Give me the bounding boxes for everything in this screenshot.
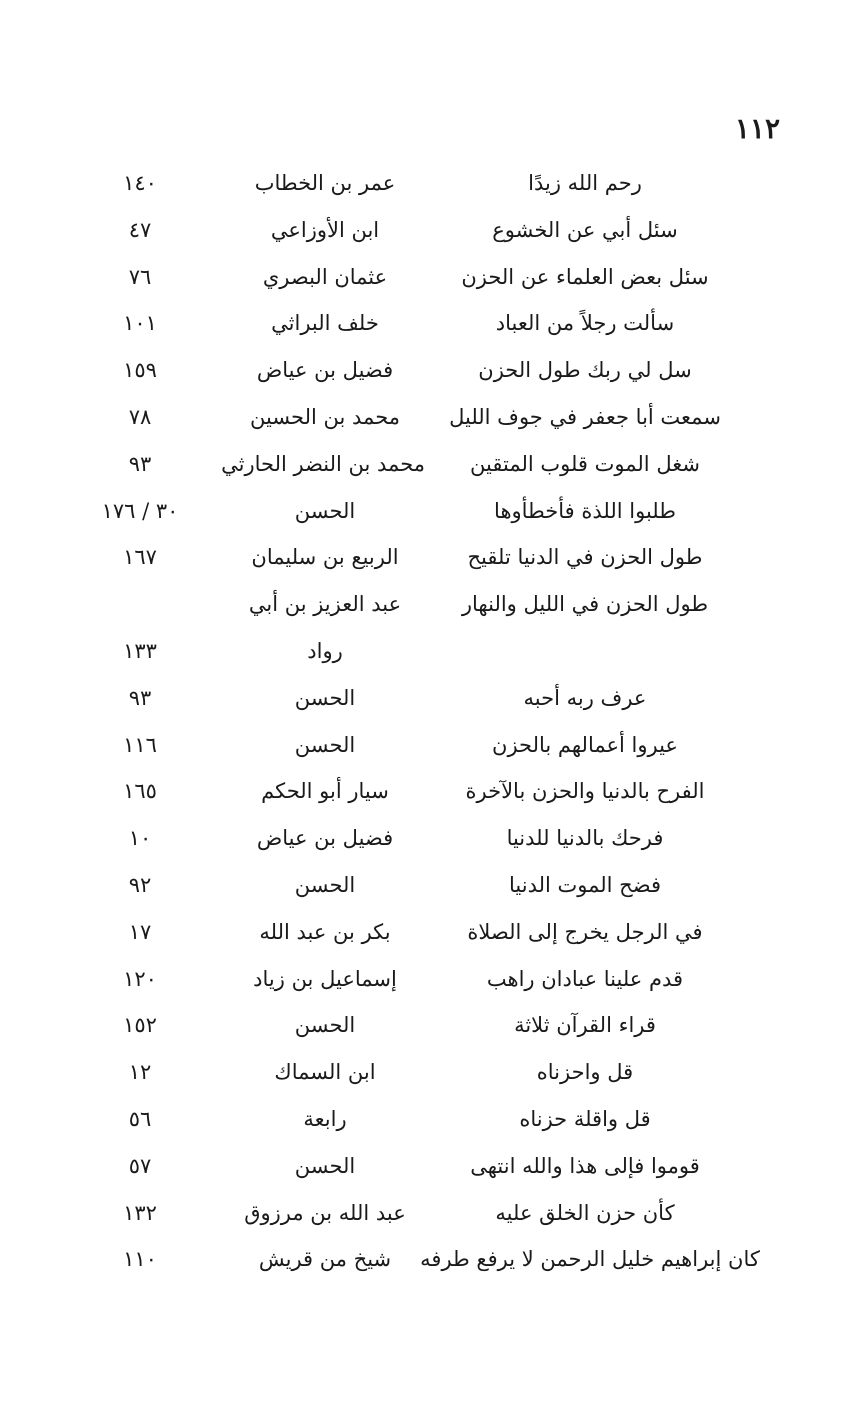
index-narrator: عبد العزيز بن أبي [248,592,402,617]
index-page-ref: ١٦٥ [123,779,157,804]
index-page-ref: ١٧ [128,919,152,944]
index-page-ref: ١٣٣ [123,638,157,663]
index-phrase: سئل بعض العلماء عن الحزن [461,264,709,289]
index-narrator: ابن الأوزاعي [270,217,380,242]
index-page-ref: ١٣٢ [123,1200,157,1225]
index-narrator: بكر بن عبد الله [259,919,391,944]
index-row [80,909,760,956]
index-phrase: قوموا فإلى هذا والله انتهى [470,1153,700,1178]
index-page-ref: ١٤٠ [123,171,157,195]
index-row [80,207,760,254]
index-row [80,1096,760,1143]
index-row [80,1143,760,1190]
index-phrase: شغل الموت قلوب المتقين [470,451,700,476]
index-page-ref: ٩٣ [128,685,152,710]
index-phrase: قل واقلة حزناه [519,1106,651,1131]
index-narrator: شيخ من قريش [258,1247,392,1272]
index-narrator: عثمان البصري [262,264,388,289]
index-narrator: سيار أبو الحكم [261,779,389,804]
index-row [80,300,760,347]
index-narrator: عبد الله بن مرزوق [244,1200,406,1225]
index-row [80,815,760,862]
index-page-ref: ٥٧ [128,1153,152,1178]
index-narrator: فضيل بن عياض [256,826,394,851]
index-phrase: كان إبراهيم خليل الرحمن لا يرفع طرفه [420,1247,760,1272]
index-phrase: قدم علينا عبادان راهب [486,966,684,991]
index-narrator: الحسن [294,732,356,757]
index-page-ref: ٥٦ [128,1106,152,1131]
index-row [80,534,760,581]
index-page-ref: ١٠ [128,826,152,851]
index-table [80,160,760,1283]
index-phrase: فضح الموت الدنيا [509,872,661,897]
index-row [80,675,760,722]
index-phrase: قراء القرآن ثلاثة [514,1013,656,1038]
index-page-ref: ١٢٠ [123,966,157,991]
index-row [80,862,760,909]
index-narrator: الربيع بن سليمان [251,545,399,570]
index-row [80,722,760,769]
index-page-ref: ١٢ [128,1060,152,1085]
index-phrase: عيروا أعمالهم بالحزن [492,732,678,757]
index-narrator: إسماعيل بن زياد [253,966,397,991]
index-page-ref: ١٥٩ [123,358,157,383]
index-phrase: عرف ربه أحبه [523,685,647,710]
index-row [80,488,760,535]
index-row [80,628,760,675]
index-row [80,768,760,815]
index-narrator: الحسن [294,872,356,897]
index-row [80,1236,760,1283]
index-page-ref: ٣٠ / ١٧٦ [101,498,179,523]
index-page-ref: ٤٧ [128,217,152,242]
index-row [80,441,760,488]
index-phrase: طول الحزن في الدنيا تلقيح [467,545,703,570]
index-page-ref: ١٥٢ [123,1013,157,1038]
index-row [80,160,760,207]
index-phrase [440,628,730,675]
index-phrase: فرحك بالدنيا للدنيا [506,826,664,851]
index-phrase: سل لي ربك طول الحزن [478,358,692,383]
index-narrator: رواد [307,638,343,663]
index-row [80,1002,760,1049]
index-row [80,347,760,394]
index-page-ref: ٩٢ [128,872,152,897]
index-narrator: رابعة [303,1106,347,1131]
index-phrase: طلبوا اللذة فأخطأوها [494,498,676,523]
index-page-ref: ٧٦ [128,264,152,289]
index-narrator: ابن السماك [274,1060,376,1085]
index-page-ref: ١١٦ [123,732,157,757]
index-row [80,254,760,301]
index-page-ref: ٧٨ [128,404,152,429]
index-row [80,581,760,628]
index-narrator: الحسن [294,685,356,710]
index-phrase: سألت رجلاً من العباد [495,311,675,336]
index-row [80,394,760,441]
index-row [80,956,760,1003]
page-number: ١١٢ [734,112,780,145]
index-narrator: محمد بن الحسين [250,404,400,429]
index-phrase: طول الحزن في الليل والنهار [461,592,709,617]
index-narrator: فضيل بن عياض [256,358,394,383]
index-page-ref: ١٦٧ [123,545,157,570]
index-page-ref: ١١٠ [123,1247,157,1272]
index-phrase: في الرجل يخرج إلى الصلاة [467,919,703,944]
index-phrase: قل واحزناه [536,1060,634,1085]
index-narrator: الحسن [294,498,356,523]
index-narrator: الحسن [294,1153,356,1178]
index-page-ref: ٩٣ [128,451,152,476]
index-narrator: الحسن [294,1013,356,1038]
index-row [80,1190,760,1237]
index-phrase: الفرح بالدنيا والحزن بالآخرة [465,779,705,804]
index-row [80,1049,760,1096]
index-phrase: كأن حزن الخلق عليه [495,1200,675,1225]
index-page-ref: ١٠١ [123,311,157,336]
index-narrator: عمر بن الخطاب [254,171,396,195]
index-phrase: سمعت أبا جعفر في جوف الليل [449,404,721,429]
index-narrator: محمد بن النضر الحارثي [221,451,425,476]
index-narrator: خلف البراثي [271,311,379,336]
index-phrase: سئل أبي عن الخشوع [492,217,678,242]
index-page-ref [80,581,200,628]
index-phrase: رحم الله زيدًا [528,171,642,195]
